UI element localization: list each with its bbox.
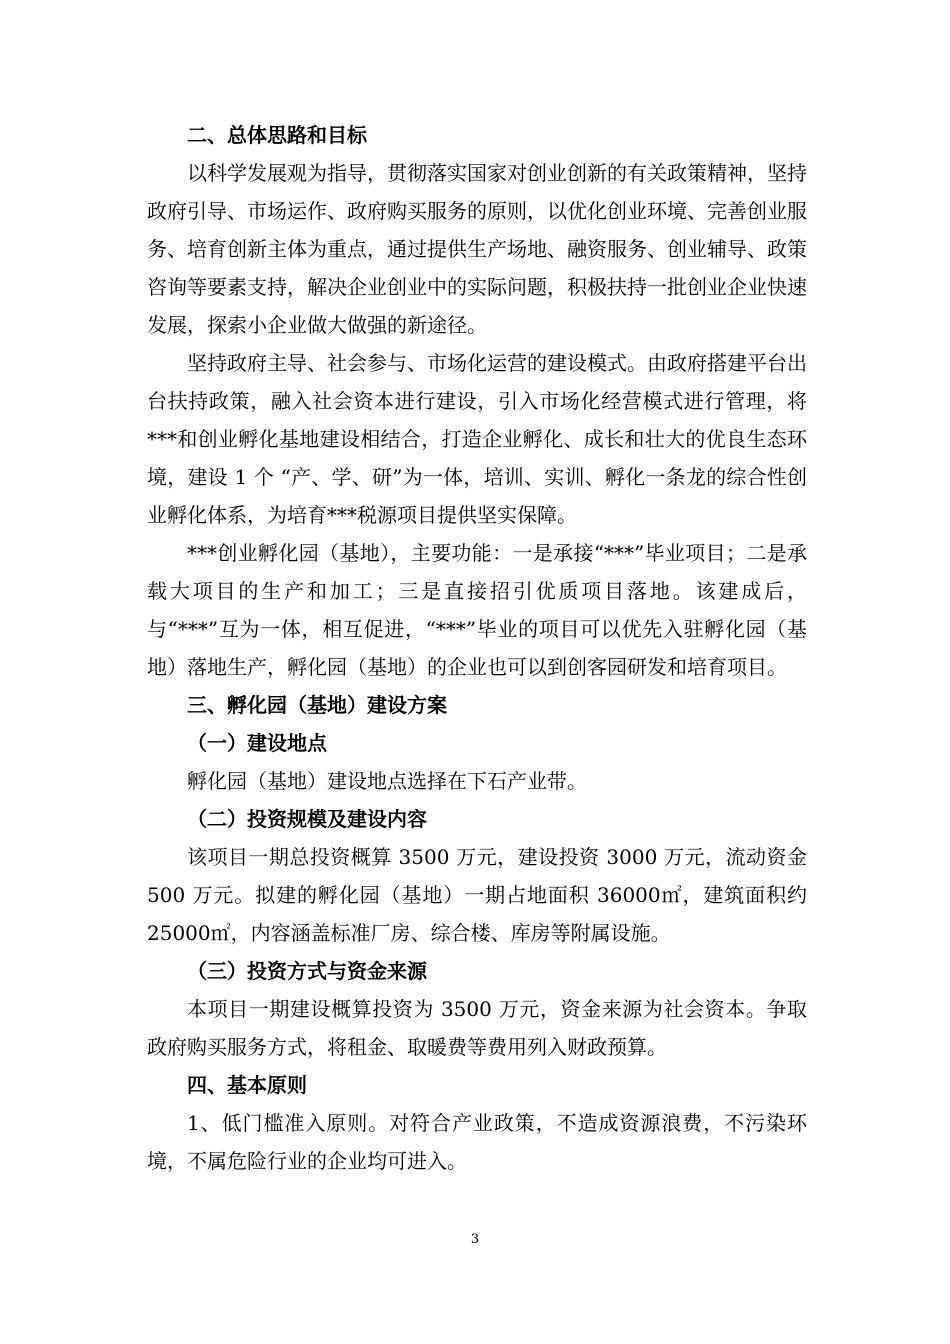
paragraph-investment-scale: 该项目一期总投资概算 3500 万元，建设投资 3000 万元，流动资金 500 万元。拟建的孵化园（基地）一期占地面积 36000㎡，建筑面积约 25000㎡，内容涵盖标准厂房、综合楼、库房等附属设施。 <box>147 845 807 945</box>
paragraph-main-functions: ***创业孵化园（基地），主要功能：一是承接“***”毕业项目；二是承载大项目的生产和加工；三是直接招引优质项目落地。该建成后，与“***”互为一体，相互促进，“***”毕业的项目可以优先入驻孵化园（基地）落地生产，孵化园（基地）的企业也可以到创客园研发和培育项目。 <box>147 541 807 679</box>
paragraph-low-threshold-principle: 1、低门槛准入原则。对符合产业政策，不造成资源浪费，不污染环境，不属危险行业的企业均可进入。 <box>147 1111 807 1173</box>
section-heading-overall-approach: 二、总体思路和目标 <box>187 123 367 147</box>
subsection-heading-location: （一）建设地点 <box>187 731 327 755</box>
subsection-heading-investment-scale: （二）投资规模及建设内容 <box>187 807 427 831</box>
document-body <box>147 116 807 1180</box>
paragraph-guiding-principle: 以科学发展观为指导，贯彻落实国家对创业创新的有关政策精神，坚持政府引导、市场运作、政府购买服务的原则，以优化创业环境、完善创业服务、培育创新主体为重点，通过提供生产场地、融资服务、创业辅导、政策咨询等要素支持，解决企业创业中的实际问题，积极扶持一批创业企业快速发展，探索小企业做大做强的新途径。 <box>147 161 807 337</box>
paragraph-funding-source: 本项目一期建设概算投资为 3500 万元，资金来源为社会资本。争取政府购买服务方式，将租金、取暖费等费用列入财政预算。 <box>147 997 807 1059</box>
section-heading-construction-plan: 三、孵化园（基地）建设方案 <box>187 693 447 717</box>
subsection-heading-funding-source: （三）投资方式与资金来源 <box>187 959 427 983</box>
section-heading-basic-principles: 四、基本原则 <box>187 1073 307 1097</box>
paragraph-construction-model: 坚持政府主导、社会参与、市场化运营的建设模式。由政府搭建平台出台扶持政策，融入社会资本进行建设，引入市场化经营模式进行管理，将***和创业孵化基地建设相结合，打造企业孵化、成长和壮大的优良生态环境，建设 1 个 “产、学、研”为一体，培训、实训、孵化一条龙的综合性创业孵化体系，为培育***税源项目提供坚实保障。 <box>147 351 807 527</box>
paragraph-location: 孵化园（基地）建设地点选择在下石产业带。 <box>187 769 587 793</box>
page-number: 3 <box>470 1232 480 1247</box>
